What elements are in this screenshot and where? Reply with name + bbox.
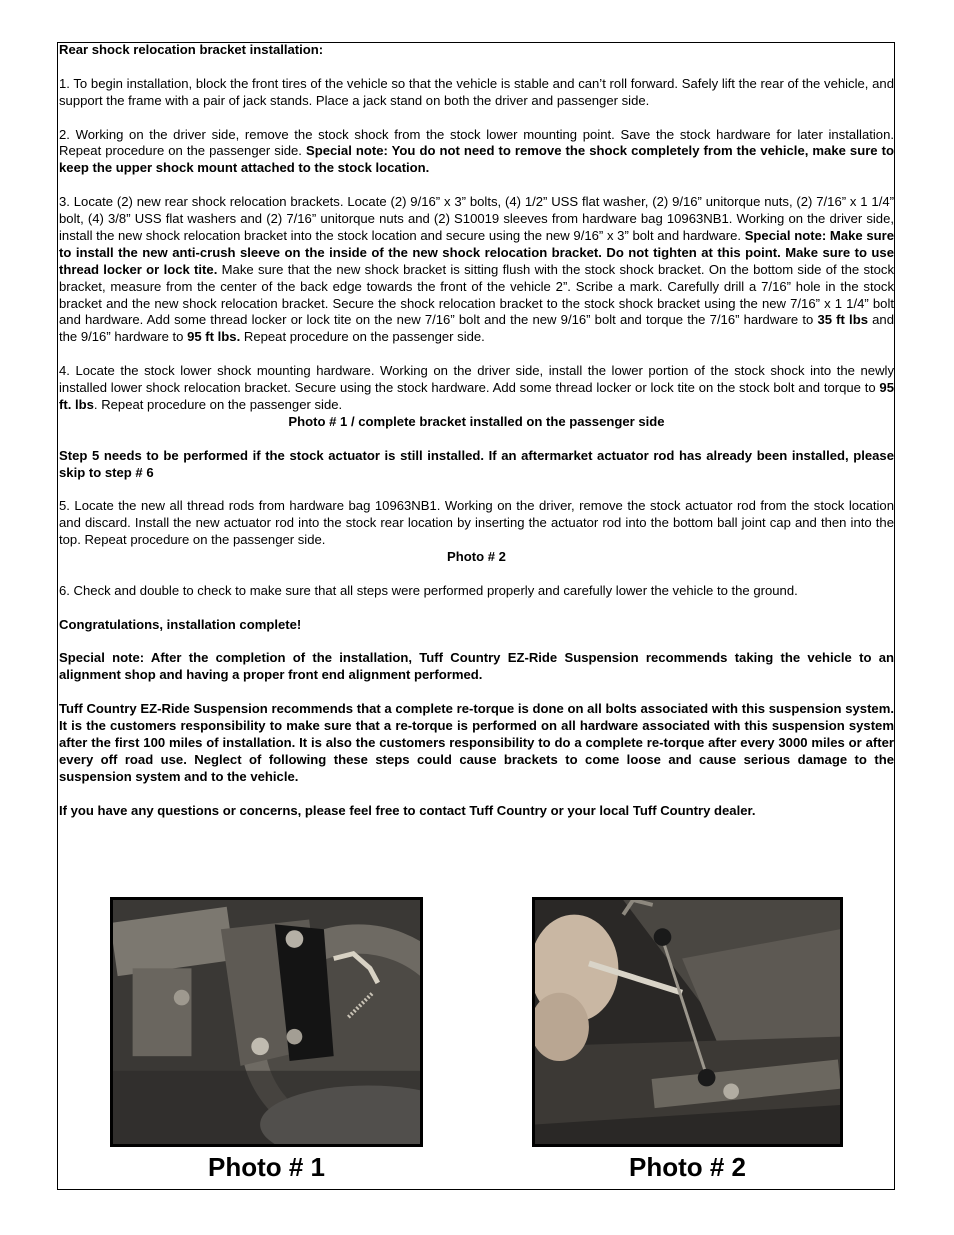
photo-1-caption: Photo # 1 [207,1152,325,1182]
step-2: 2. Working on the driver side, remove the stock shock from the stock lower mounting point. Save the stock hardware for later installation. Repeat procedure on the passenger side. Special note: You do not need to remove the shock completely from the vehicle, make sure to keep the upper shock mount attached to the stock location. [59,126,894,176]
step-5-note: Step 5 needs to be performed if the stock actuator is still installed. If an aftermarket actuator rod has already been installed, please skip to step # 6 [59,447,894,480]
photo-1-reference: Photo # 1 / complete bracket installed on the passenger side [288,413,665,429]
retorque-note: Tuff Country EZ-Ride Suspension recommends that a complete re-torque is done on all bolts associated with this suspension system. It is the customers responsibility to make sure that a re-torque is performed on all hardware associated with this suspension system after the first 100 miles of installation. It is also the customers responsibility to do a complete re-torque after every 3000 miles or after every off road use. Neglect of following these steps could cause brackets to come loose and cause serious damage to the suspension system and to the vehicle. [59,701,894,784]
photo-1-image [110,897,423,1147]
step-1: 1. To begin installation, block the front tires of the vehicle so that the vehicle is stable and can’t roll forward. Safely lift the rear of the vehicle, and support the frame with a pair of jack stands. Place a jack stand on both the driver and passenger side. [59,75,894,108]
step-4: 4. Locate the stock lower shock mounting hardware. Working on the driver side, install the lower portion of the stock shock into the newly installed lower shock relocation bracket. Secure using the stock hardware. Add some thread locker or lock tite on the stock bolt and torque to 95 ft. lbs. Repeat procedure on the passenger side. [59,363,894,412]
photo-2-image [532,897,843,1147]
photo-2-caption: Photo # 2 [628,1152,746,1182]
step-6: 6. Check and double to check to make sure that all steps were performed properly and carefully lower the vehicle to the ground. [59,582,798,598]
section-title: Rear shock relocation bracket installation: [59,42,324,57]
photo-2-reference: Photo # 2 [447,549,506,565]
step-3: 3. Locate (2) new rear shock relocation brackets. Locate (2) 9/16” x 3” bolts, (4) 1/2” USS flat washer, (2) 9/16” unitorque nuts, (2) 7/16” x 1 1/4” bolt, (4) 3/8” USS flat washers and (2) 7/16” unitorque nuts and (2) S10019 sleeves from hardware bag 10963NB1. Working on the driver side, install the new shock relocation bracket into the stock location and secure using the new 9/16” x 3” bolt and hardware. Special note: Make sure to install the new anti-crush sleeve on the inside of the new shock relocation bracket. Do not tighten at this point. Make sure to use thread locker or lock tite. Make sure that the new shock bracket is sitting flush with the stock shock bracket. On the bottom side of the stock bracket, measure from the center of the back edge towards the front of the vehicle 2”. Scribe a mark. Carefully drill a 7/16” hole in the stock bracket and the new shock relocation bracket. Secure the shock relocation bracket to the stock shock bracket using the new 7/16” x 1 1/4” bolt and hardware. Add some thread locker or lock tite on the new 7/16” bolt and the new 9/16” bolt and torque the 7/16” hardware to 35 ft lbs and the 9/16” hardware to 95 ft lbs. Repeat procedure on the passenger side. [59,194,895,345]
congratulations: Congratulations, installation complete! [59,616,302,632]
instructions-body [59,42,894,836]
step-5: 5. Locate the new all thread rods from hardware bag 10963NB1. Working on the driver, remove the stock actuator rod from the stock location and discard. Install the new actuator rod into the stock rear location by inserting the actuator rod into the bottom ball joint cap and then into the top. Repeat procedure on the passenger side. [59,498,894,548]
alignment-note: Special note: After the completion of the installation, Tuff Country EZ-Ride Suspension recommends taking the vehicle to an alignment shop and having a proper front end alignment performed. [59,650,894,683]
contact-note: If you have any questions or concerns, please feel free to contact Tuff Country or your local Tuff Country dealer. [59,802,756,818]
